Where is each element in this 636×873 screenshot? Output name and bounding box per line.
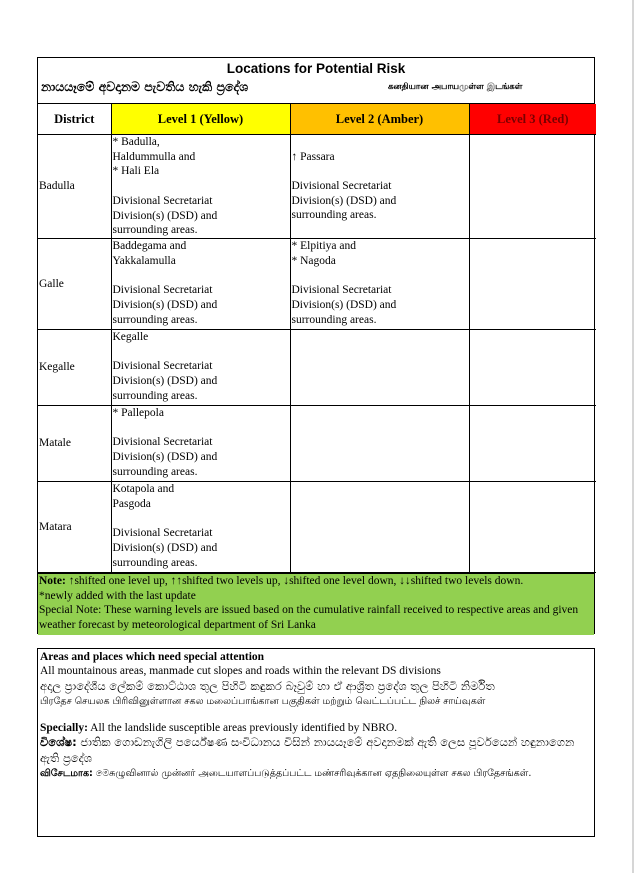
table-row: [38, 330, 596, 406]
cell-line: Division(s) (DSD) and: [291, 194, 397, 207]
district-cell: Badulla: [38, 135, 111, 239]
cell-line: [292, 164, 468, 179]
cell-line: Division(s) (DSD) and: [112, 298, 218, 311]
cell-line: Divisional Secretariat: [291, 180, 392, 193]
cell-line: [113, 268, 289, 283]
cell-line: surrounding areas.: [291, 209, 377, 222]
level1-cell: [111, 482, 290, 573]
table-row: [38, 239, 596, 330]
level3-cell: [469, 406, 596, 482]
cell-line: Divisional Secretariat: [112, 284, 213, 297]
vishesha-label: විශේෂ:: [40, 735, 77, 750]
level3-cell: [469, 330, 596, 406]
visedamaga-text: මෙசுழுவினால் முன்னர் அடையாளப்படுத்தப்பட்ட மண்சரிவுக்கான ஏதநிலையுள்ள சகல பிரதேசங்கள்.: [92, 768, 532, 780]
attention-line-sinhala: අදාල ප්‍රාදේශීය ලේකම් කොට්ඨාශ තුල පිහිටි කඳුකර බෑවුම් හා ඒ ආශ්‍රිත ප්‍රදේශ තුල පිහිටි නිර්මිත: [40, 678, 495, 693]
cell-line: Divisional Secretariat: [291, 284, 392, 297]
table-row: [38, 406, 596, 482]
note-label: Note:: [39, 575, 66, 587]
table-header-row: [38, 104, 596, 135]
level2-cell: [290, 135, 469, 239]
district-cell: Matara: [38, 482, 111, 573]
newly-added-note: *newly added with the last update: [39, 589, 196, 602]
table-row: [38, 482, 596, 573]
cell-line: surrounding areas.: [112, 465, 198, 478]
cell-line: Division(s) (DSD) and: [291, 298, 397, 311]
level1-cell: [111, 330, 290, 406]
level2-cell: [290, 330, 469, 406]
title-sinhala: නායයෑමේ අවදානම පැවතිය හැකි ප්‍රදේශ: [41, 79, 249, 94]
cell-line: surrounding areas.: [291, 313, 377, 326]
cell-line: Division(s) (DSD) and: [112, 541, 218, 554]
cell-line: Divisional Secretariat: [112, 436, 213, 449]
attention-line-tamil: பிரதேச செயலக பிரிவினுள்ளான சகல மலைப்பாங்கான பகுதிகள் மற்றும் வெட்டப்பட்ட நிலச் சாய்வுகள்: [40, 696, 486, 708]
cell-line: surrounding areas.: [112, 389, 198, 402]
cell-line: [113, 511, 289, 526]
cell-line: Division(s) (DSD) and: [112, 451, 218, 464]
cell-line: [113, 421, 289, 436]
special-attention-panel: [37, 648, 595, 837]
level2-cell: [290, 482, 469, 573]
cell-line: Division(s) (DSD) and: [112, 375, 218, 388]
cell-line: [292, 268, 468, 283]
level1-cell: [111, 239, 290, 330]
table-row: [38, 135, 596, 239]
cell-line: [113, 345, 289, 360]
cell-line: surrounding areas.: [112, 224, 198, 237]
cell-line: Division(s) (DSD) and: [112, 209, 218, 222]
risk-table: [38, 104, 596, 573]
specially-text: All the landslide susceptible areas previously identified by NBRO.: [87, 722, 398, 735]
district-cell: Kegalle: [38, 330, 111, 406]
note-section: [38, 573, 594, 635]
cell-line: * Pallepola: [112, 407, 164, 419]
special-note: Special Note: These warning levels are issued based on the cumulative rainfall received to respective areas and given weather forecast by meteorological department of Sri Lanka: [39, 604, 579, 631]
district-cell: Galle: [38, 239, 111, 330]
cell-line: Divisional Secretariat: [112, 360, 213, 373]
header-district: District: [38, 104, 111, 135]
cell-line: Yakkalamulla: [112, 254, 176, 267]
cell-line: Divisional Secretariat: [112, 194, 213, 207]
specially-line: [40, 721, 592, 735]
level2-cell: [290, 239, 469, 330]
cell-line: surrounding areas.: [112, 313, 198, 326]
level3-cell: [469, 135, 596, 239]
cell-line: Haldummulla and: [112, 150, 196, 163]
header-level2: Level 2 (Amber): [290, 104, 469, 135]
cell-line: * Elpitiya and: [291, 240, 357, 252]
cell-line: * Hali Ela: [112, 165, 160, 178]
cell-line: Baddegama and: [112, 240, 187, 252]
attention-line-english: All mountainous areas, manmade cut slopes and roads within the relevant DS divisions: [40, 665, 441, 678]
title-english: Locations for Potential Risk: [226, 61, 406, 76]
district-cell: Matale: [38, 406, 111, 482]
level3-cell: [469, 482, 596, 573]
risk-locations-panel: [37, 57, 595, 634]
cell-line: surrounding areas.: [112, 556, 198, 569]
cell-line: [292, 135, 468, 150]
header-level1: Level 1 (Yellow): [111, 104, 290, 135]
cell-line: Kegalle: [112, 331, 149, 343]
level1-cell: [111, 135, 290, 239]
header-level3: Level 3 (Red): [469, 104, 596, 135]
visedamaga-label: விசேடமாக:: [40, 768, 93, 780]
cell-line: * Badulla,: [112, 136, 160, 148]
level2-cell: [290, 406, 469, 482]
attention-heading: Areas and places which need special attention: [40, 651, 265, 663]
note-text: ↑shifted one level up, ↑↑shifted two levels up, ↓shifted one level down, ↓↓shifted two levels down.: [65, 575, 524, 587]
level1-cell: [111, 406, 290, 482]
page-edge-line: [632, 0, 634, 873]
risk-title-area: [38, 58, 594, 104]
cell-line: Divisional Secretariat: [112, 527, 213, 540]
cell-line: Kotapola and: [112, 483, 175, 495]
cell-line: ↑ Passara: [291, 150, 335, 163]
cell-line: [113, 179, 289, 194]
visedamaga-line: [40, 766, 592, 781]
vishesha-text: ජාතික ගොඩනැගිලි පර්යේෂණ සංවිධානය විසින් නායයෑමේ අවදානමක් ඇති ලෙස පූර්වයෙන් හඳුනාගෙන ඇති ප්‍රදේශ: [40, 735, 575, 765]
title-tamil: கனதியான அபாயமுள்ள இடங்கள்: [388, 82, 523, 92]
cell-line: * Nagoda: [291, 254, 336, 267]
level3-cell: [469, 239, 596, 330]
cell-line: Pasgoda: [112, 497, 151, 510]
specially-label: Specially:: [40, 722, 88, 735]
note-line: [39, 574, 593, 589]
vishesha-line: [40, 735, 592, 766]
